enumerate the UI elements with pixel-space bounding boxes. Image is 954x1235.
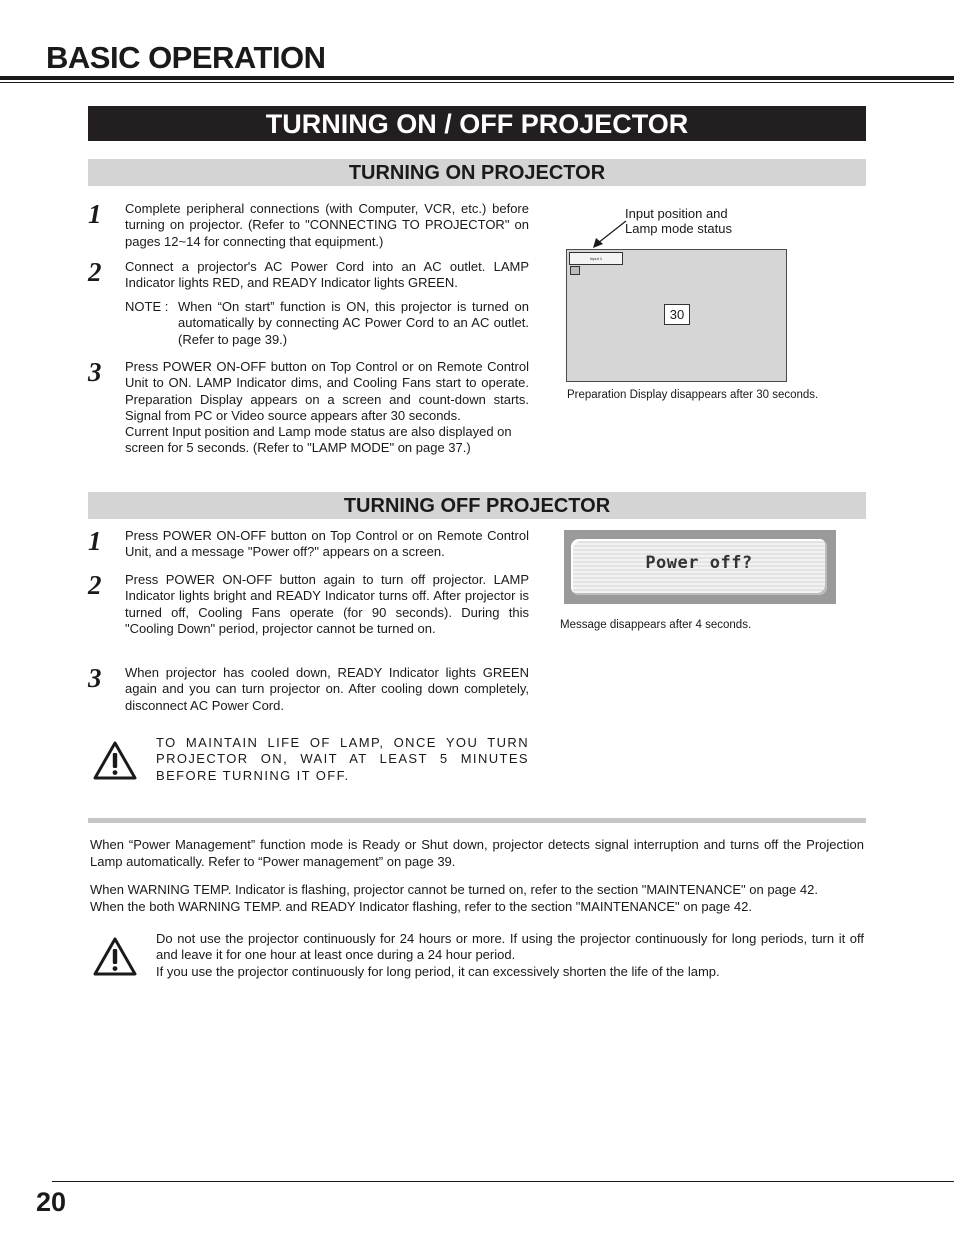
step-number: 1	[88, 199, 102, 229]
power-off-dialog	[571, 539, 827, 595]
step-text: When projector has cooled down, READY Indicator lights GREEN again and you can turn projector on. After cooling down completely, disconnect AC Power Cord.	[125, 665, 529, 713]
warning-triangle-icon	[93, 740, 137, 780]
power-management-note: When “Power Management” function mode is Ready or Shut down, projector detects signal interruption and turns off the Projection Lamp automatically. Refer to “Power management” on page 39.	[90, 837, 864, 869]
page-number: 20	[36, 1187, 67, 1217]
figure-caption: Preparation Display disappears after 30 seconds.	[567, 389, 819, 401]
step-number: 3	[88, 663, 102, 693]
lamp-warning-text: TO MAINTAIN LIFE OF LAMP, ONCE YOU TURN PROJECTOR ON, WAIT AT LEAST 5 MINUTES BEFORE TURNING IT OFF.	[156, 735, 529, 783]
preparation-display-screen	[566, 249, 787, 382]
warning-temp-note: When WARNING TEMP. Indicator is flashing, projector cannot be turned on, refer to the section "MAINTENANCE" on page 42.	[90, 882, 818, 897]
power-off-message-screen	[564, 530, 836, 604]
note-text: When “On start” function is ON, this projector is turned on automatically by connecting AC Power Cord to an AC outlet. (Refer to page 39.)	[178, 299, 529, 347]
callout-arrow-icon	[590, 218, 630, 250]
step-text-continued: Current Input position and Lamp mode status are also displayed on screen for 5 seconds. (Refer to "LAMP MODE" on page 37.)	[125, 424, 512, 456]
step-number: 2	[88, 257, 102, 287]
continuous-use-caution	[156, 931, 864, 980]
header-rule	[0, 76, 954, 80]
footer-rule	[52, 1181, 954, 1182]
input-position-box: Input 1	[569, 252, 623, 265]
step-number: 3	[88, 357, 102, 387]
callout-line: Input position and	[625, 206, 728, 221]
step-text: Complete peripheral connections (with Computer, VCR, etc.) before turning on projector. (Refer to "CONNECTING TO PROJECTOR" on pages 12~14 for connecting that equipment.)	[125, 201, 529, 249]
step-text: Press POWER ON-OFF button on Top Control or on Remote Control Unit, and a message "Power off?" appears on a screen.	[125, 528, 529, 560]
caution-text: Do not use the projector continuously for 24 hours or more. If using the projector continuously for long periods, turn it off and leave it for one hour at least once during a 24 hour period.	[156, 931, 864, 963]
lamp-mode-icon	[570, 266, 580, 275]
title-banner: TURNING ON / OFF PROJECTOR	[88, 106, 866, 141]
power-off-message: Power off?	[645, 553, 753, 573]
warning-temp-note: When the both WARNING TEMP. and READY Indicator flashing, refer to the section "MAINTENANCE" on page 42.	[90, 899, 752, 914]
note	[125, 299, 529, 348]
step-text-block	[125, 359, 529, 457]
countdown-box: 30	[664, 304, 690, 325]
step-number: 1	[88, 526, 102, 556]
section-divider	[88, 818, 866, 823]
section-heading-turning-on: TURNING ON PROJECTOR	[88, 159, 866, 186]
step-text: Connect a projector's AC Power Cord into an AC outlet. LAMP Indicator lights RED, and READY Indicator lights GREEN.	[125, 259, 529, 291]
callout-label	[625, 207, 732, 236]
note-label: NOTE :	[125, 299, 169, 314]
step-text: Press POWER ON-OFF button again to turn off projector. LAMP Indicator lights bright and READY Indicator turns off. After projector is turned off, Cooling Fans operate (for 90 seconds). During this "Cooling Down" period, projector cannot be turned on.	[125, 572, 529, 636]
section-heading-turning-off: TURNING OFF PROJECTOR	[88, 492, 866, 519]
warning-triangle-icon	[93, 936, 137, 976]
page-header-title: BASIC OPERATION	[46, 40, 326, 75]
header-rule-thin	[0, 82, 954, 83]
callout-line: Lamp mode status	[625, 220, 732, 236]
step-text: Press POWER ON-OFF button on Top Control or on Remote Control Unit to ON. LAMP Indicator dims, and Cooling Fans start to operate. Preparation Display appears on a screen and count-down starts. Signal from PC or Video source appears after 30 seconds.	[125, 359, 529, 423]
step-number: 2	[88, 570, 102, 600]
figure-caption: Message disappears after 4 seconds.	[560, 619, 752, 631]
caution-text: If you use the projector continuously for long period, it can excessively shorten the life of the lamp.	[156, 963, 720, 979]
